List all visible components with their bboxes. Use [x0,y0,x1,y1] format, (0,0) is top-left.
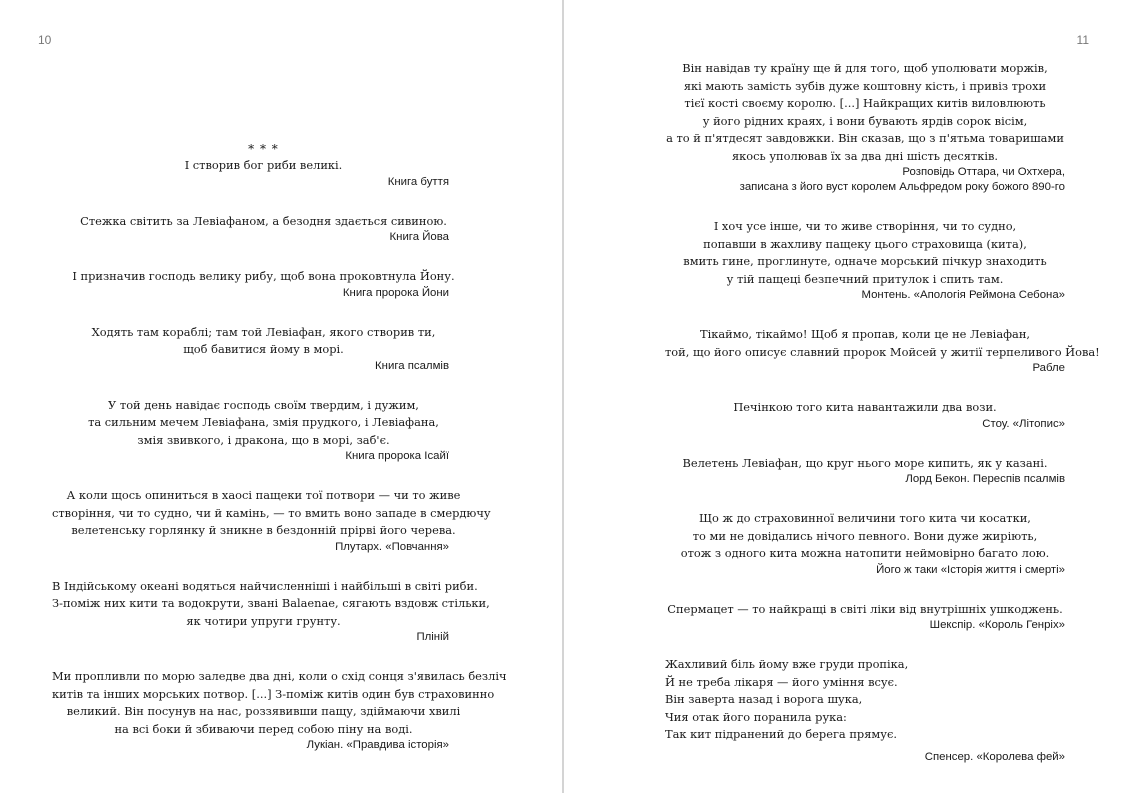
quote-line: щоб бавитися йому в морі. [183,342,344,356]
quote-source: Спенсер. «Королева фей» [924,750,1065,763]
right-quotes [665,60,1100,788]
quote-line: створіння, чи то судно, чи й камінь, — то вмить воно западе в смердючу [52,505,491,520]
quote-line: та сильним мечем Левіафана, змія прудкого, і Левіафана, [88,415,439,429]
right-page [565,0,1122,793]
quote-line: вмить гине, проглинуте, одначе морський пічкур знаходить [683,254,1047,268]
quote-line: тієї кості своєму королю. [...] Найкращих китів виловлюють [684,96,1046,110]
quote-line: на всі боки й збиваючи перед собою піну на воді. [114,721,413,736]
quote-line: Ходять там кораблі; там той Левіафан, якого створив ти, [91,324,436,339]
quote-line: Він навідав ту країну ще й для того, щоб уполювати моржів, [682,61,1048,75]
quote-line: У той день навідає господь своїм твердим, і дужим, [108,397,419,412]
quote-line: З-поміж них кити та водокрути, звані Balaenae, сягають вздовж стільки, [52,596,490,610]
section-stars: * * * [248,142,279,156]
verse-line: Чия отак його поранила рука: [665,709,847,724]
quote-source: Плутарх. «Повчання» [335,540,449,553]
page-number-left: 10 [38,33,52,47]
quote-source: Розповідь Оттара, чи Охтхера, [902,166,1065,178]
quote-line: Спермацет — то найкращі в світі ліки від внутрішніх ушкоджень. [667,601,1063,616]
quote-line: Тікаймо, тікаймо! Щоб я пропав, коли це не Левіафан, [699,327,1031,341]
epigraph [52,668,507,753]
quote-line: як чотири упруги грунту. [186,613,341,628]
quote-line: а то й п'ятдесят завдовжки. Він сказав, що з п'ятьма товаришами [666,131,1064,145]
quote-source: Книга псалмів [375,359,449,372]
quote-line: Печінкою того кита навантажили два вози. [733,400,997,414]
epigraph [665,218,1065,303]
quote-line: В Індійському океані водяться найчисленніші і найбільші в світі риби. [52,578,478,593]
quote-line: Ми пропливли по морю заледве два дні, коли о схід сонця з'явилась безліч [52,669,507,683]
quote-line: велетенську горлянку й зникне в бездонній прірві його черева. [71,523,456,537]
book-gutter [562,0,564,793]
epigraph [665,601,1065,634]
epigraph [665,455,1065,488]
epigraph [665,399,1065,432]
quote-source: Книга Йова [389,231,449,243]
epigraph [52,213,475,246]
quote-line: А коли щось опиниться в хаосі пащеки тої потвори — чи то живе [66,488,461,502]
verse-line: Він заверта назад і ворога шука, [665,692,863,706]
quote-line: у тій пащеці безпечний притулок і спить там. [726,271,1004,286]
left-quotes [52,142,507,776]
epigraph [52,397,475,465]
epigraph [665,510,1065,578]
quote-source: Шекспір. «Король Генріх» [929,619,1065,631]
quote-source: Книга пророка Йони [342,286,449,299]
quote-line: змія звивкого, і дракона, що в морі, заб'є. [137,432,390,447]
quote-source: Лорд Бекон. Переспів псалмів [905,473,1065,485]
epigraph [52,324,475,374]
quote-line: то ми не довідались нічого певного. Вони дуже жиріють, [692,528,1038,543]
quote-source: Стоу. «Літопис» [982,417,1065,430]
epigraph [665,326,1100,376]
quote-line: які мають замість зубів дуже коштовну кість, і привіз трохи [683,78,1047,93]
quote-line: Велетень Левіафан, що круг нього море кипить, як у казані. [682,455,1048,470]
quote-source: Рабле [1032,362,1065,374]
verse-line: Жахливий біль йому вже груди пропіка, [665,657,909,671]
quote-source: Пліній [416,631,449,643]
verse-line: Й не треба лікаря — його уміння всує. [665,674,898,689]
epigraph [52,487,491,555]
quote-source: Його ж таки «Історія життя і смерті» [876,563,1065,576]
epigraph [52,157,475,190]
quote-source: Лукіан. «Правдива історія» [306,739,449,751]
quote-line: Стежка світить за Левіафаном, а безодня здається сивиною. [80,213,447,228]
quote-line: китів та інших морських потвор. [...] З-поміж китів один був страховинно [52,686,495,701]
epigraph [665,60,1065,195]
quote-line: якось уполював їх за два дні шість десятків. [731,148,999,163]
epigraph [52,268,475,301]
verse-epigraph [665,656,1065,765]
quote-source: Книга буття [387,175,449,188]
epigraph [52,578,490,646]
quote-line: отож з одного кита можна натопити неймовірно багато лою. [680,546,1050,560]
quote-line: І призначив господь велику рибу, щоб вона проковтнула Йону. [72,269,455,283]
quote-line: Що ж до страховинної величини того кита чи косатки, [699,511,1031,525]
quote-source: Монтень. «Апологія Реймона Себона» [861,289,1065,301]
quote-line: попавши в жахливу пащеку цього страховища (кита), [703,236,1027,251]
verse-line: Так кит підранений до берега прямує. [665,727,897,741]
quote-source: записана з його вуст королем Альфредом року божого 890-го [739,181,1065,193]
quote-line: у його рідних краях, і вони бувають ярдів сорок вісім, [702,113,1028,128]
verse-lines [665,656,1065,744]
quote-line: І хоч усе інше, чи то живе створіння, чи то судно, [713,219,1017,233]
page-number-right: 11 [1076,33,1089,47]
quote-line: великий. Він посунув на нас, роззявивши пащу, здіймаючи хвилі [66,704,461,718]
quote-line: той, що його описує славний пророк Мойсей у житії терпеливого Йова! [665,344,1100,359]
quote-source: Книга пророка Ісайї [345,450,449,462]
quote-line: І створив бог риби великі. [184,158,343,172]
